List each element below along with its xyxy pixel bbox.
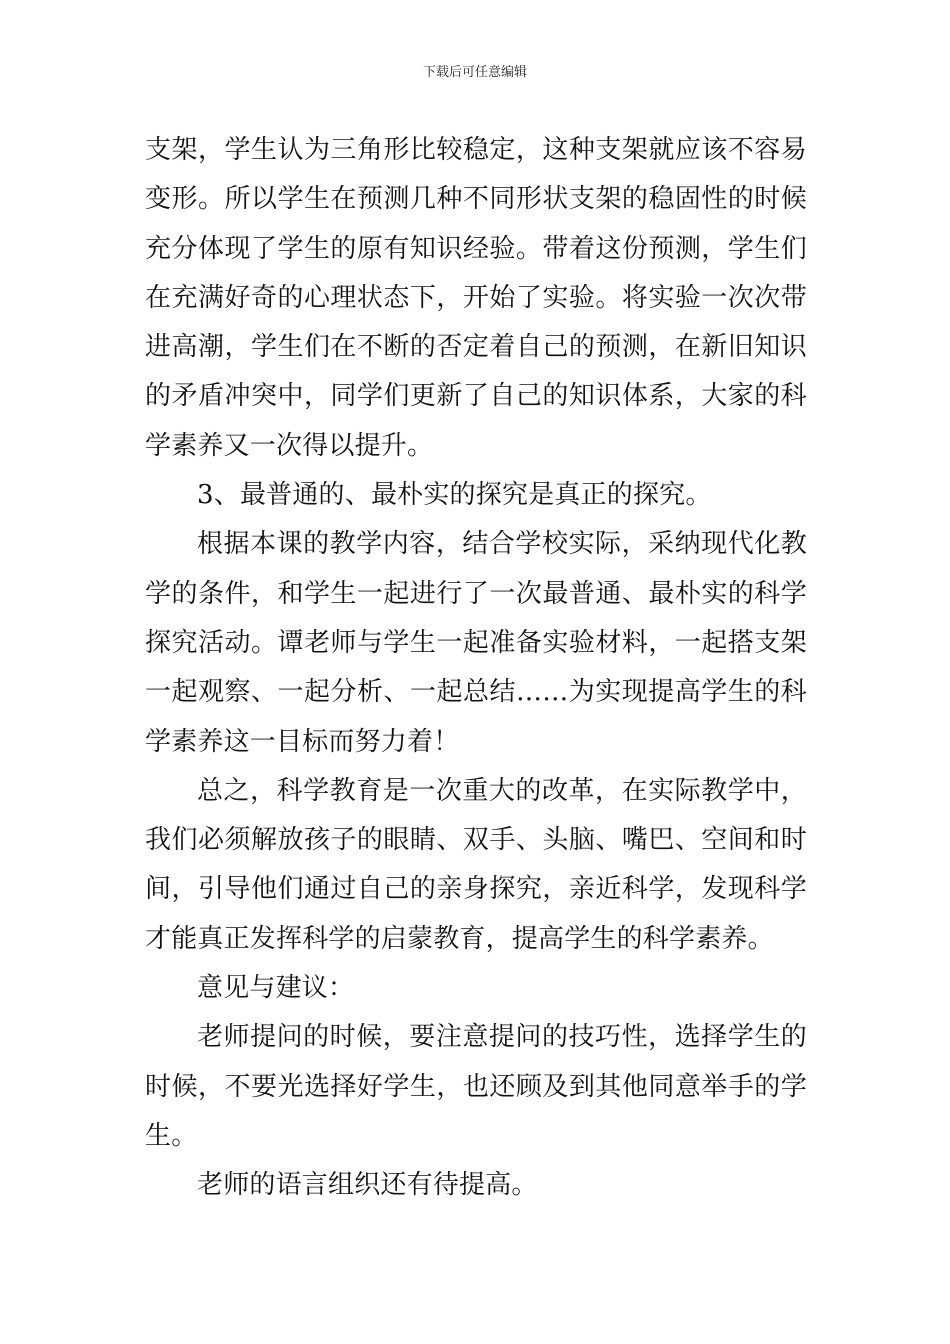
paragraph-6: 老师提问的时候，要注意提问的技巧性，选择学生的时候，不要光选择好学生，也还顾及到其他同意举手的学生。 [145,1022,807,1151]
paragraph-2: 3、最普通的、最朴实的探究是真正的探究。 [197,480,712,511]
page-header: 下载后可任意编辑 [422,65,527,80]
paragraph-5: 意见与建议： [197,973,355,1004]
paragraph-3: 根据本课的教学内容，结合学校实际，采纳现代化教学的条件，和学生一起进行了一次最普通、最朴实的科学探究活动。谭老师与学生一起准备实验材料，一起搭支架一起观察、一起分析、一起总结……为实现提高学生的科学素养这一目标而努力着！ [145,529,807,757]
paragraph-1: 支架，学生认为三角形比较稳定，这种支架就应该不容易变形。所以学生在预测几种不同形状支架的稳固性的时候充分体现了学生的原有知识经验。带着这份预测，学生们在充满好奇的心理状态下，开始了实验。将实验一次次带进高潮，学生们在不断的否定着自己的预测，在新旧知识的矛盾冲突中，同学们更新了自己的知识体系，大家的科学素养又一次得以提升。 [145,135,807,461]
paragraph-7: 老师的语言组织还有待提高。 [197,1170,538,1201]
document-body [145,126,807,1211]
paragraph-4: 总之，科学教育是一次重大的改革，在实际教学中，我们必须解放孩子的眼睛、双手、头脑、嘴巴、空间和时间，引导他们通过自己的亲身探究，亲近科学，发现科学才能真正发挥科学的启蒙教育，提高学生的科学素养。 [145,775,807,954]
